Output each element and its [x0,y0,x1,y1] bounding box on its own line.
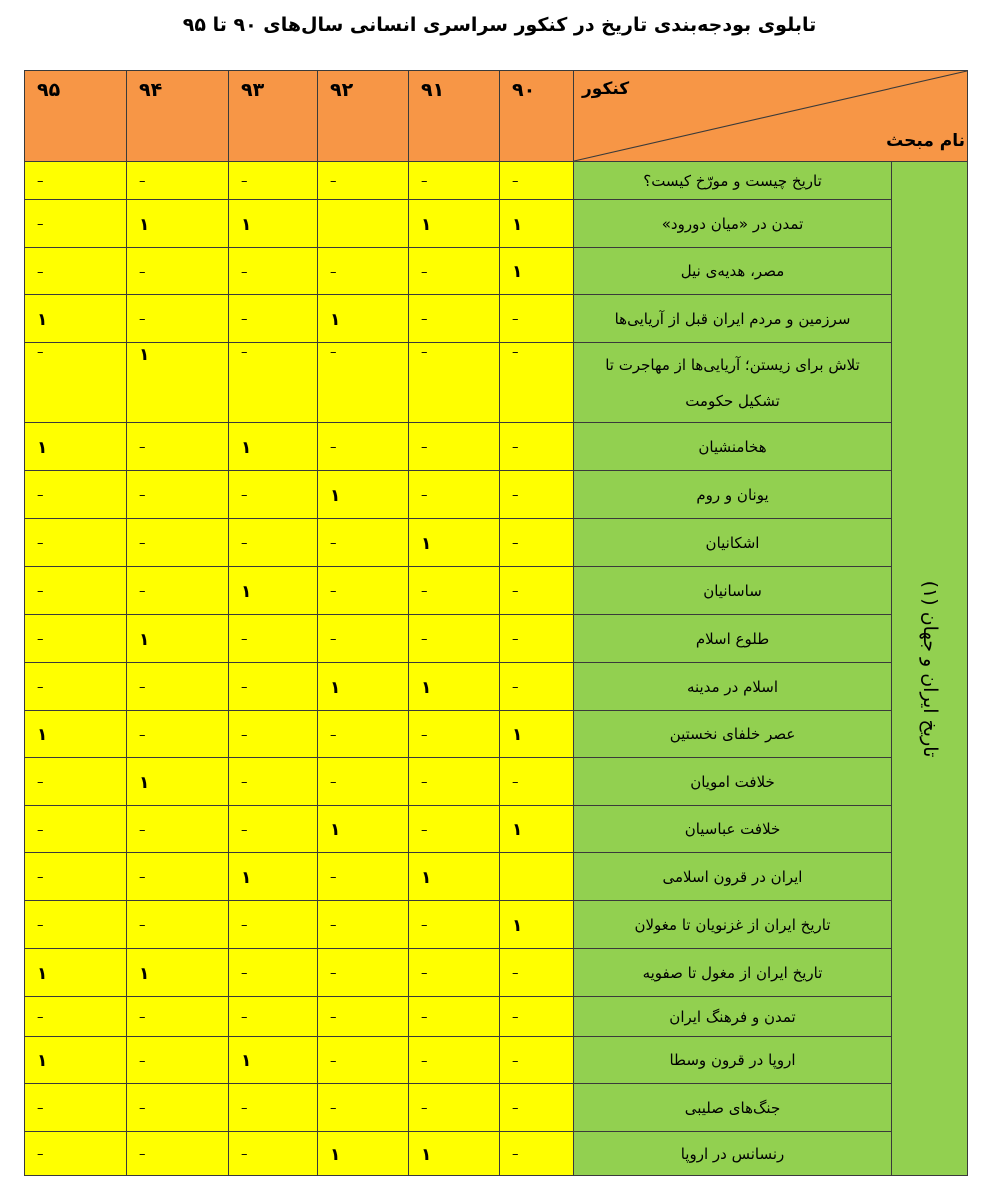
table-row [25,663,968,711]
topic-cell: خلافت امویان [574,758,892,806]
value-cell: – [500,162,574,200]
topic-cell: تلاش برای زیستن؛ آریایی‌ها از مهاجرت تا تشکیل حکومت [574,343,892,423]
value-cell: – [500,519,574,567]
value-cell: ۱ [25,949,127,997]
topic-cell: عصر خلفای نخستین [574,711,892,758]
value-cell: ۱ [25,295,127,343]
value-cell: ۱ [229,567,318,615]
year-header-95: ۹۵ [25,71,127,162]
value-cell: ۱ [500,200,574,248]
value-cell: – [229,519,318,567]
value-cell: – [229,901,318,949]
value-cell: – [500,567,574,615]
value-cell: – [229,758,318,806]
value-cell: – [229,1084,318,1132]
value-cell: – [25,997,127,1037]
value-cell: – [318,162,409,200]
table-row [25,758,968,806]
value-cell: – [25,663,127,711]
value-cell: ۱ [409,519,500,567]
table-row [25,519,968,567]
value-cell: – [409,248,500,295]
value-cell: – [127,1084,229,1132]
value-cell: – [318,615,409,663]
value-cell: – [127,806,229,853]
value-cell: – [127,519,229,567]
value-cell: – [500,1084,574,1132]
value-cell: – [229,1132,318,1176]
year-header-94: ۹۴ [127,71,229,162]
value-cell: – [25,1084,127,1132]
value-cell: – [127,471,229,519]
value-cell: – [127,663,229,711]
value-cell: – [500,1132,574,1176]
value-cell: ۱ [500,248,574,295]
value-cell: – [127,997,229,1037]
topic-cell: اشکانیان [574,519,892,567]
value-cell: – [25,806,127,853]
value-cell: – [318,423,409,471]
group-label: تاریخ ایران و جهان (۱) [918,580,941,757]
value-cell: – [127,901,229,949]
value-cell: – [409,423,500,471]
value-cell: – [127,162,229,200]
value-cell: – [25,200,127,248]
value-cell: – [229,471,318,519]
table-row [25,1132,968,1176]
value-cell: – [409,162,500,200]
value-cell: – [318,248,409,295]
table-row [25,567,968,615]
table-row [25,711,968,758]
value-cell: – [409,343,500,423]
value-cell: – [409,806,500,853]
topic-cell: ساسانیان [574,567,892,615]
value-cell: – [318,758,409,806]
value-cell: – [500,343,574,423]
table-row [25,1037,968,1084]
value-cell: – [409,1084,500,1132]
table-row [25,1084,968,1132]
value-cell: – [409,471,500,519]
topic-cell: مصر، هدیه‌ی نیل [574,248,892,295]
year-header-92: ۹۲ [318,71,409,162]
value-cell: ۱ [127,758,229,806]
value-cell: ۱ [318,806,409,853]
value-cell: – [409,567,500,615]
value-cell: – [318,567,409,615]
value-cell: ۱ [409,200,500,248]
value-cell: ۱ [229,1037,318,1084]
value-cell: – [500,423,574,471]
value-cell: ۱ [127,200,229,248]
topic-cell: تاریخ چیست و مورّخ کیست؟ [574,162,892,200]
table-row [25,162,968,200]
header-topic-label: نام مبحث [886,131,965,151]
table-row [25,295,968,343]
value-cell: – [409,1037,500,1084]
group-cell [892,162,968,1176]
value-cell: – [409,949,500,997]
value-cell: – [127,1037,229,1084]
value-cell: – [25,615,127,663]
topic-cell: اروپا در قرون وسطا [574,1037,892,1084]
table-row [25,997,968,1037]
value-cell: ۱ [500,806,574,853]
table-row [25,806,968,853]
header-diagonal-cell [574,71,968,162]
value-cell: – [500,997,574,1037]
value-cell: ۱ [25,1037,127,1084]
value-cell: – [318,519,409,567]
value-cell: ۱ [25,711,127,758]
table-row [25,248,968,295]
value-cell: – [25,471,127,519]
value-cell: – [318,343,409,423]
topic-cell: طلوع اسلام [574,615,892,663]
table-body [25,162,968,1176]
value-cell: – [409,295,500,343]
value-cell: – [409,901,500,949]
value-cell: – [25,519,127,567]
value-cell: – [500,471,574,519]
table-row [25,343,968,423]
value-cell: – [318,711,409,758]
value-cell: – [25,567,127,615]
value-cell: ۱ [318,295,409,343]
value-cell: – [409,758,500,806]
value-cell: – [229,806,318,853]
value-cell: – [318,1037,409,1084]
value-cell: ۱ [409,1132,500,1176]
value-cell: – [500,758,574,806]
value-cell [500,853,574,901]
value-cell: – [500,615,574,663]
value-cell: – [25,901,127,949]
value-cell: – [318,997,409,1037]
value-cell: ۱ [127,615,229,663]
value-cell: ۱ [409,853,500,901]
topic-cell: هخامنشیان [574,423,892,471]
value-cell: – [127,1132,229,1176]
value-cell: – [318,853,409,901]
year-header-93: ۹۳ [229,71,318,162]
value-cell: – [25,248,127,295]
value-cell: – [500,295,574,343]
value-cell: – [229,949,318,997]
value-cell: – [500,949,574,997]
value-cell: ۱ [318,1132,409,1176]
table-row [25,200,968,248]
table-row [25,615,968,663]
topic-cell: تمدن در «میان دورود» [574,200,892,248]
value-cell [318,200,409,248]
topic-cell: یونان و روم [574,471,892,519]
value-cell: – [409,711,500,758]
value-cell: ۱ [229,200,318,248]
value-cell: – [229,711,318,758]
value-cell: – [127,567,229,615]
value-cell: – [500,1037,574,1084]
value-cell: ۱ [229,423,318,471]
value-cell: – [229,997,318,1037]
year-header-90: ۹۰ [500,71,574,162]
topic-cell: سرزمین و مردم ایران قبل از آریایی‌ها [574,295,892,343]
topic-cell: اسلام در مدینه [574,663,892,711]
value-cell: – [25,162,127,200]
topic-cell: تاریخ ایران از غزنویان تا مغولان [574,901,892,949]
year-header-91: ۹۱ [409,71,500,162]
value-cell: ۱ [127,343,229,423]
value-cell: – [127,248,229,295]
value-cell: – [318,901,409,949]
page-title: تابلوی بودجه‌بندی تاریخ در کنکور سراسری انسانی سال‌های ۹۰ تا ۹۵ [182,14,817,36]
value-cell: – [229,162,318,200]
value-cell: ۱ [500,901,574,949]
topic-cell: خلافت عباسیان [574,806,892,853]
topic-cell: تمدن و فرهنگ ایران [574,997,892,1037]
value-cell: ۱ [229,853,318,901]
value-cell: – [229,615,318,663]
header-konkur-label: کنکور [582,79,630,99]
value-cell: – [127,853,229,901]
value-cell: ۱ [318,663,409,711]
value-cell: – [127,295,229,343]
value-cell: – [127,711,229,758]
value-cell: – [25,1132,127,1176]
value-cell: – [229,663,318,711]
budget-table [24,70,968,1176]
value-cell: – [409,615,500,663]
value-cell: – [127,423,229,471]
value-cell: – [25,758,127,806]
value-cell: – [500,663,574,711]
value-cell: – [409,997,500,1037]
table-row [25,901,968,949]
header-row [25,71,968,162]
value-cell: – [229,295,318,343]
table-row [25,423,968,471]
value-cell: – [318,949,409,997]
topic-cell: ایران در قرون اسلامی [574,853,892,901]
value-cell: – [25,853,127,901]
value-cell: – [25,343,127,423]
value-cell: ۱ [127,949,229,997]
topic-cell: جنگ‌های صلیبی [574,1084,892,1132]
value-cell: ۱ [500,711,574,758]
value-cell: – [229,248,318,295]
topic-cell: تاریخ ایران از مغول تا صفویه [574,949,892,997]
table-row [25,853,968,901]
topic-cell: رنسانس در اروپا [574,1132,892,1176]
value-cell: – [229,343,318,423]
table-row [25,471,968,519]
value-cell: – [318,1084,409,1132]
value-cell: ۱ [409,663,500,711]
value-cell: ۱ [318,471,409,519]
table-row [25,949,968,997]
value-cell: ۱ [25,423,127,471]
